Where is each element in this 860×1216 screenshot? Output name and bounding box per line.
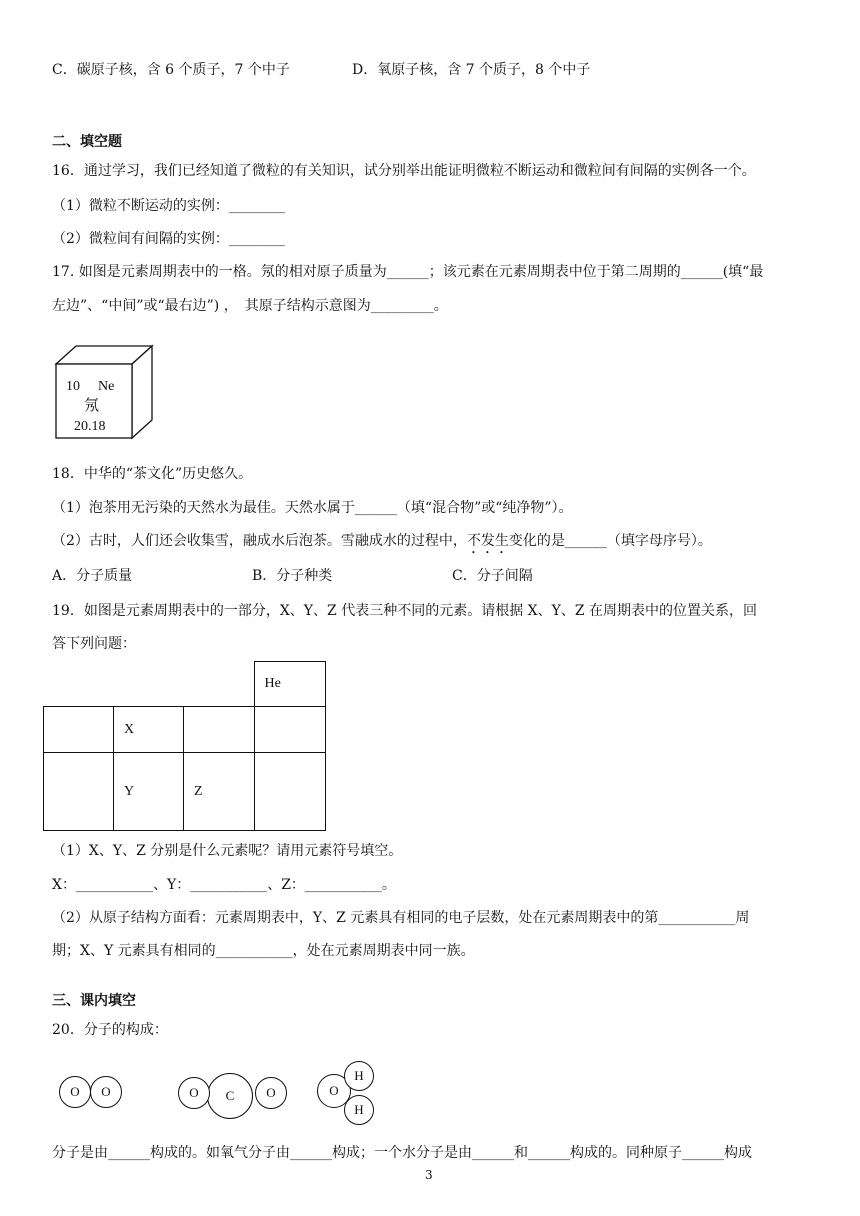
- neon-name: 氖: [84, 396, 100, 414]
- q18-option-c: C．分子间隔: [452, 568, 533, 584]
- q20-stem: 20．分子的构成：: [52, 1022, 168, 1038]
- q19-part2-line2: 期；X、Y 元素具有相同的___________，处在元素周期表中同一族。: [52, 943, 475, 959]
- q18-part2-after: 变化的是______（填字母序号）。: [508, 533, 712, 549]
- q15-option-d: D．氧原子核，含 7 个质子，8 个中子: [352, 62, 591, 78]
- atom-o: O: [317, 1074, 351, 1108]
- q15-option-c: C．碳原子核，含 6 个质子，7 个中子: [52, 62, 290, 78]
- q19-line1: 19．如图是元素周期表中的一部分，X、Y、Z 代表三种不同的元素。请根据 X、Y、Z 在周期表中的位置关系，回: [52, 603, 758, 619]
- q18-option-b: B．分子种类: [252, 568, 333, 584]
- atom-o: O: [255, 1077, 287, 1109]
- atom-o: O: [178, 1077, 210, 1109]
- q16-stem: 16．通过学习，我们已经知道了微粒的有关知识，试分别举出能证明微粒不断运动和微粒间有间隔的实例各一个。: [52, 163, 756, 179]
- partial-periodic-table: [43, 661, 326, 831]
- cell-empty: [254, 707, 325, 753]
- neon-element-cell-figure: [54, 344, 156, 442]
- q18-stem: 18．中华的“茶文化”历史悠久。: [52, 466, 253, 482]
- cell-he: He: [254, 662, 325, 707]
- q18-part2-before: （2）古时，人们还会收集雪，融成水后泡茶。雪融成水的过程中，: [52, 533, 467, 549]
- q18-option-a: A．分子质量: [52, 568, 133, 584]
- cell-empty: [44, 753, 114, 831]
- cell-empty: [184, 707, 255, 753]
- neon-mass: 20.18: [74, 419, 106, 434]
- q17-line2: 左边”、“中间”或“最右边”) ， 其原子结构示意图为_________。: [52, 298, 448, 314]
- section-heading-in-class: 三、课内填空: [52, 993, 136, 1009]
- q19-part1: （1）X、Y、Z 分别是什么元素呢？请用元素符号填空。: [52, 843, 403, 859]
- q18-part1: （1）泡茶用无污染的天然水为最佳。天然水属于______（填“混合物”或“纯净物”）。: [52, 500, 573, 516]
- cell-x: X: [114, 707, 184, 753]
- atom-o: O: [59, 1076, 91, 1108]
- atom-o: O: [90, 1076, 122, 1108]
- atom-c: C: [207, 1073, 253, 1119]
- q19-line2: 答下列问题：: [52, 636, 136, 652]
- q18-part2: [52, 531, 712, 557]
- q16-part2: （2）微粒间有间隔的实例：________: [52, 231, 285, 247]
- q19-part2-line1: （2）从原子结构方面看：元素周期表中，Y、Z 元素具有相同的电子层数，处在元素周期表中的第___________周: [52, 910, 750, 926]
- page-number: 3: [425, 1168, 433, 1182]
- neon-atomic-number: 10: [66, 379, 80, 394]
- q20-text: 分子是由______构成的。如氧气分子由______构成；一个水分子是由______和______构成的。同种原子______构成: [52, 1145, 752, 1161]
- cell-z: Z: [184, 753, 255, 831]
- q19-part1-answer: X：___________、Y：___________、Z：___________。: [52, 877, 396, 893]
- section-heading-fill-blank: 二、填空题: [52, 134, 122, 150]
- cell-empty: [254, 753, 325, 831]
- cell-empty: [44, 707, 114, 753]
- cell-y: Y: [114, 753, 184, 831]
- q17-line1: 17. 如图是元素周期表中的一格。氖的相对原子质量为______；该元素在元素周期表中位于第二周期的______(填“最: [52, 264, 764, 280]
- atom-h: H: [344, 1061, 374, 1091]
- q16-part1: （1）微粒不断运动的实例：________: [52, 198, 285, 214]
- q18-part2-emphasis: 不发生: [466, 533, 509, 549]
- neon-symbol: Ne: [98, 379, 115, 394]
- atom-h: H: [344, 1095, 374, 1125]
